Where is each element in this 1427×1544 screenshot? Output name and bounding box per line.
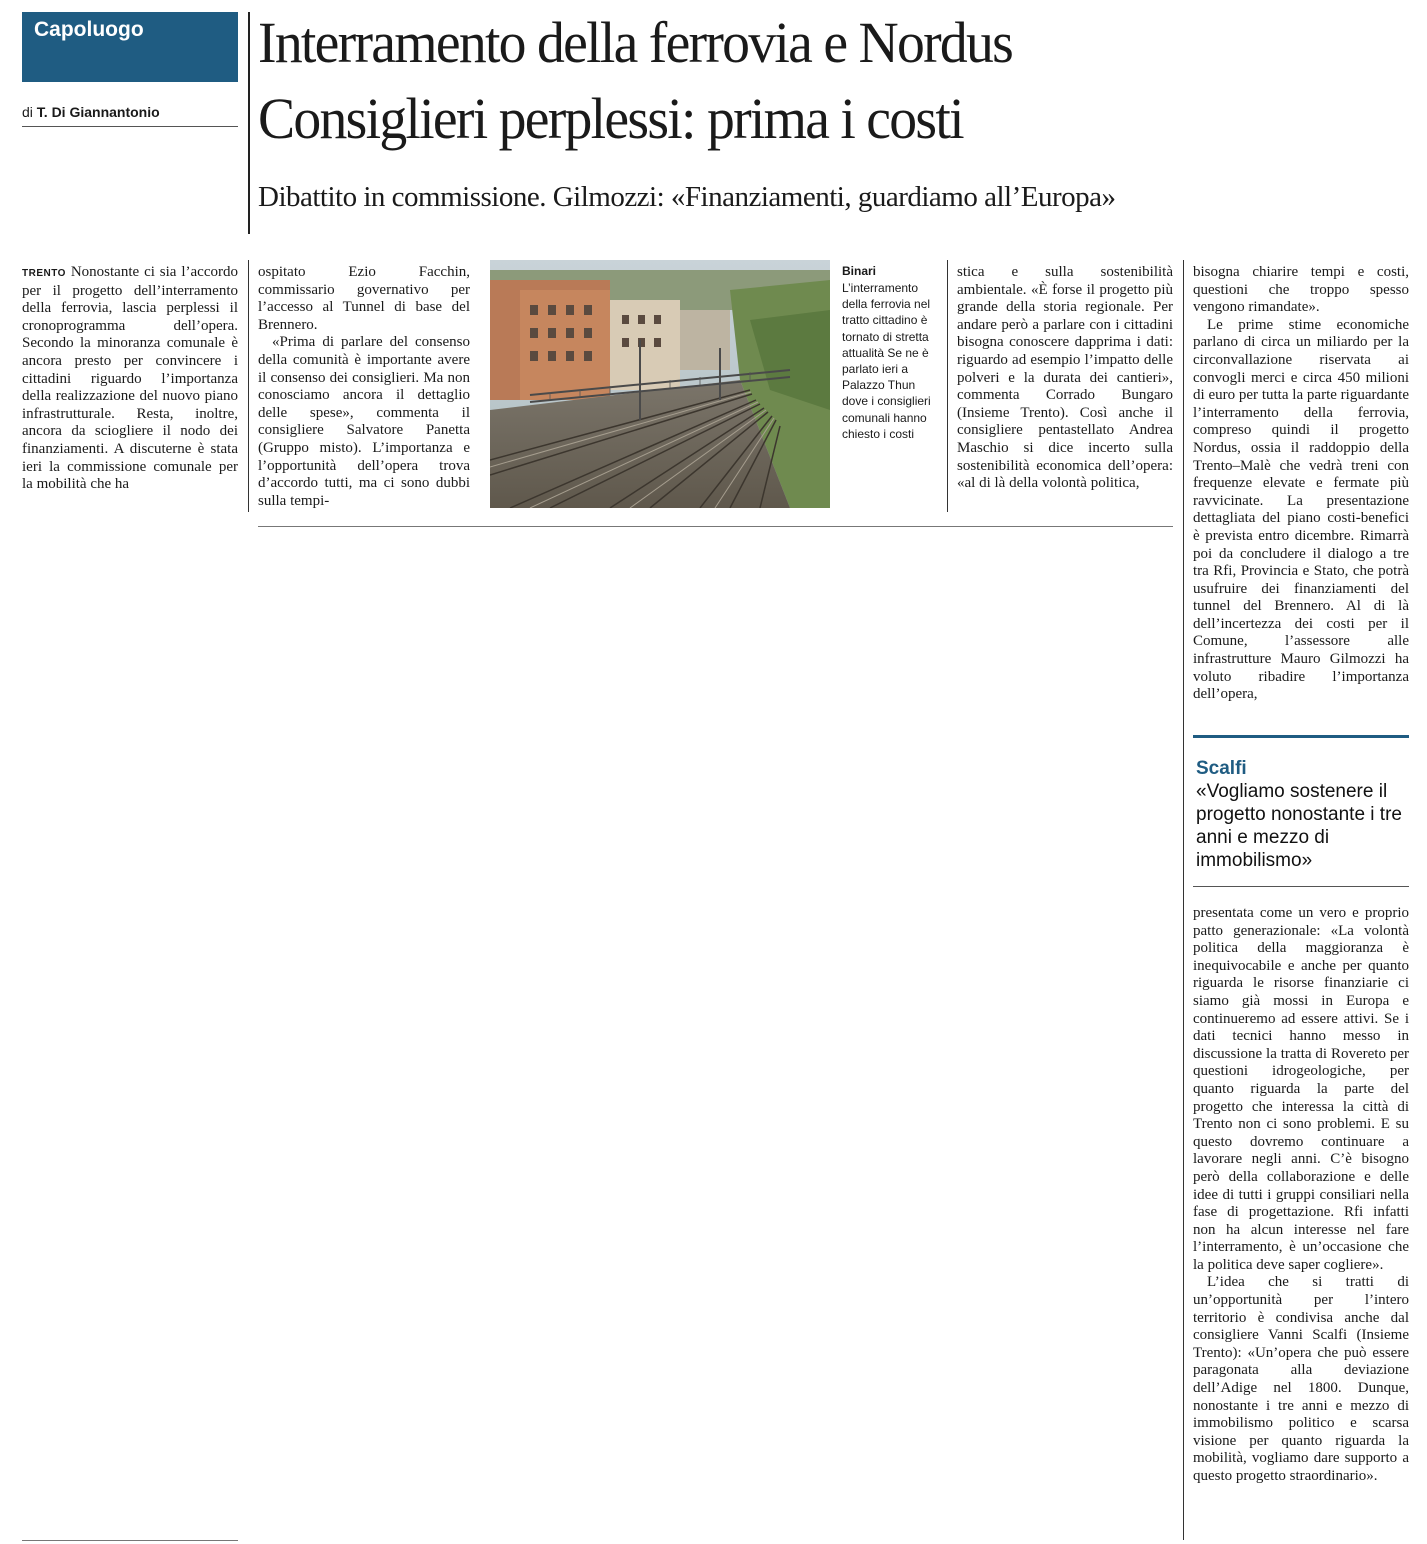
pullquote-text: «Vogliamo sostenere il progetto nonostante i tre anni e mezzo di immobilismo» (1196, 781, 1402, 871)
article-paragraph: presentata come un vero e proprio patto generazionale: «La volontà politica della maggioranza è inequivocabile e anche per quanto riguarda le risorse finanziarie ci siamo già mossi in Europa e continueremo ad essere attivi. Se i dati tecnici hanno messo in discussione la tratta di Rovereto per questioni idrogeologiche, per quanto riguarda la parte del progetto che interessa la città di Trento non ci sono problemi. E su questo dovremo continuare a lavorare negli anni. C’è bisogno però della collaborazione e delle idee di tutti i gruppi consiliari nella fase di progettazione. Rfi infatti non ha alcun interesse nel fare l’interramento, è un’occasione che la politica deve saper cogliere». (1193, 905, 1409, 1273)
headline-line-2: Consiglieri perplessi: prima i costi (258, 86, 963, 151)
caption-text: L’interramento della ferrovia nel tratto cittadino è tornato di stretta attualità Se ne è parlato ieri a Palazzo Thun dove i consiglieri comunali hanno chiesto i costi (842, 281, 931, 441)
section-tag (22, 12, 238, 82)
byline-divider (22, 126, 238, 127)
column-divider (248, 260, 249, 512)
headline-line-1: Interramento della ferrovia e Nordus (258, 10, 1013, 75)
article-text-col1: Nonostante ci sia l’accordo per il progetto dell’interramento della ferrovia, lascia perplessi il cronoprogramma dell’opera. Secondo la minoranza comunale è ancora presto per convincere i cittadini riguardo l’importanza della realizzazione del nuovo piano infrastrutturale. Resta, inoltre, ancora da sciogliere il nodo dei finanziamenti. A discuterne è stata ieri la commissione comunale per la mobilità che ha (22, 264, 238, 493)
article-paragraph: L’idea che si tratti di un’opportunità per l’intero territorio è condivisa anche dal consigliere Vanni Scalfi (Insieme Trento): «Un’opera che può essere paragonata alla deviazione dell’Adige nel 1800. Dunque, nonostante i tre anni e mezzo di immobilismo politico e scarsa visione per quanto riguarda la mobilità, vogliamo dare supporto a questo progetto straordinario». (1193, 1274, 1409, 1484)
bottom-divider (22, 1540, 238, 1541)
article-column-3 (957, 264, 1173, 510)
article-column-1 (22, 264, 238, 510)
article-paragraph: stica e sulla sostenibilità ambientale. «È forse il progetto più grande della storia regionale. Per andare però a parlare con i cittadini bisogna conoscere dapprima i dati: riguardo ad esempio l’impatto delle polveri e la durata dei cantieri», commenta Corrado Bungaro (Insieme Trento). Così anche il consigliere pentastellato Andrea Maschio si dice incerto sulla sostenibilità economica dell’opera: «al di là della volontà politica, (957, 264, 1173, 492)
dateline: TRENTO (22, 268, 66, 279)
article-column-4 (1193, 264, 1409, 724)
pullquote-name: Scalfi (1196, 758, 1247, 779)
photo-caption (842, 264, 942, 442)
section-tag-label: Capoluogo (34, 18, 144, 41)
byline (22, 104, 238, 120)
column-divider (947, 260, 948, 512)
content-divider (258, 526, 1173, 527)
subheadline: Dibattito in commissione. Gilmozzi: «Finanziamenti, guardiamo all’Europa» (258, 181, 1116, 213)
caption-label: Binari (842, 264, 877, 278)
article-column-5 (1193, 905, 1409, 1535)
header-divider (248, 12, 250, 234)
article-paragraph: «Prima di parlare del consenso della comunità è importante avere il consenso dei consiglieri. Ma non conosciamo ancora il dettaglio delle spese», commenta il consigliere Salvatore Panetta (Gruppo misto). L’importanza e l’opportunità dell’opera trova d’accordo tutti, ma ci sono dubbi sulla tempi- (258, 334, 470, 509)
column-divider (1183, 260, 1184, 1540)
pullquote-top-rule (1193, 735, 1409, 738)
article-paragraph: Le prime stime economiche parlano di circa un miliardo per la circonvallazione riservata ai convogli merci e circa 450 milioni di euro per tutta la parte riguardante l’interramento della ferrovia, compreso quindi il progetto Nordus, ossia il raddoppio della Trento–Malè che vedrà treni con frequenze elevate e fermate più ravvicinate. La presentazione dettagliata del piano costi-benefici è prevista entro dicembre. Rimarrà poi da concludere il dialogo a tre tra Rfi, Provincia e Stato, che potrà usufruire dei finanziamenti del tunnel del Brennero. Al di là dell’incertezza dei costi per il Comune, l’assessore alle infrastrutture Mauro Gilmozzi ha voluto ribadire l’importanza dell’opera, (1193, 316, 1409, 703)
byline-author: T. Di Giannantonio (36, 104, 160, 120)
article-column-2 (258, 264, 470, 510)
railway-photo (490, 260, 830, 508)
article-paragraph: bisogna chiarire tempi e costi, questioni che troppo spesso vengono rimandate». (1193, 264, 1409, 316)
byline-prefix: di (22, 104, 33, 120)
pullquote-bottom-rule (1193, 886, 1409, 887)
article-paragraph: ospitato Ezio Facchin, commissario governativo per l’accesso al Tunnel di base del Brennero. (258, 264, 470, 333)
